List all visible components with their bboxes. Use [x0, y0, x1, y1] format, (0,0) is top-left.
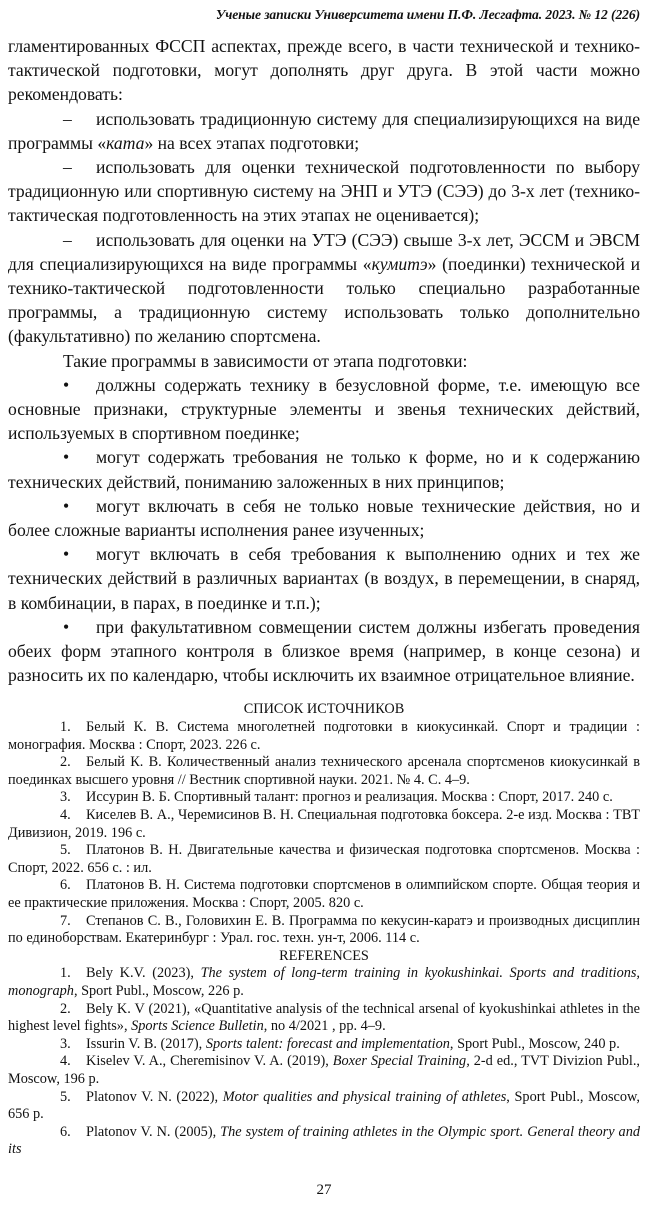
- dash-list-item: [8, 155, 640, 228]
- bullet-icon: •: [63, 374, 70, 395]
- item-text: » на всех этапах подготовки;: [144, 132, 360, 153]
- item-italic-term: кумитэ: [371, 253, 428, 274]
- item-text: » (поединки) технической и технико-тактической подготовленности только специально разработанные программы, а традиционную систему использовать только дополнительно (факультативно) по желанию спортсмена.: [8, 253, 640, 347]
- bullet-list-item: [8, 542, 640, 615]
- source-number: 1.: [60, 719, 71, 736]
- source-item: [8, 913, 640, 948]
- reference-text: Bely K.V. (2023),: [86, 965, 201, 982]
- bullet-icon: •: [63, 616, 70, 637]
- bullet-list-item: [8, 615, 640, 688]
- reference-text: Platonov V. N. (2022),: [86, 1088, 223, 1105]
- dash-list-item: [8, 228, 640, 349]
- reference-text: , Sport Publ., Moscow, 226 p.: [73, 982, 244, 999]
- reference-title-italic: Boxer Special Training,: [332, 1053, 470, 1070]
- source-item: [8, 877, 640, 912]
- reference-text: 2-d ed., TVT Divizion Publ., Moscow, 196 p.: [8, 1053, 640, 1087]
- source-text: Белый К. В. Количественный анализ технического арсенала спортсменов киокусинкай в поединках высшего уровня // Вестник спортивной науки. 2021. № 4. С. 4–9.: [8, 754, 640, 788]
- sources-title: СПИСОК ИСТОЧНИКОВ: [243, 701, 405, 718]
- reference-text: Platonov V. N. (2005),: [86, 1123, 221, 1140]
- reference-item: [8, 1001, 640, 1036]
- reference-number: 5.: [60, 1088, 71, 1105]
- reference-text: Issurin V. B. (2017),: [86, 1035, 206, 1052]
- dash-marker: –: [63, 229, 72, 250]
- reference-number: 6.: [60, 1123, 71, 1140]
- source-item: [8, 842, 640, 877]
- item-italic-term: ката: [106, 132, 145, 153]
- reference-title-italic: The system of training athletes in the Olympic sport. General theory and its: [8, 1123, 640, 1158]
- item-text: могут включать в себя не только новые технические действия, но и более сложные варианты исполнения ранее изученных;: [8, 495, 640, 541]
- dash-list-item: [8, 107, 640, 155]
- source-text: Степанов С. В., Головихин Е. В. Программа по кекусин-каратэ и производных дисциплин по единоборствам. Екатеринбург : Урал. гос. техн. ун-т, 2006. 114 с.: [8, 912, 640, 947]
- source-text: Иссурин В. Б. Спортивный талант: прогноз и реализация. Москва : Спорт, 2017. 240 с.: [86, 789, 613, 806]
- source-text: Белый К. В. Система многолетней подготовки в киокусинкай. Спорт и традиции : монография. Москва : Спорт, 2023. 226 с.: [8, 719, 640, 753]
- source-item: [8, 807, 640, 842]
- reference-number: 4.: [60, 1053, 71, 1070]
- source-item: [8, 719, 640, 754]
- source-text: Платонов В. Н. Двигательные качества и физическая подготовка спортсменов. Москва : Спорт, 2022. 656 с. : ил.: [8, 842, 640, 876]
- reference-title-italic: The system of long-term training in kyokushinkai. Sports and traditions, monograph: [8, 965, 640, 999]
- intro-paragraph: гламентированных ФССП аспектах, прежде всего, в части технической и технико-тактической подготовки, могут дополнять друг друга. В этой части можно рекомендовать:: [8, 36, 640, 105]
- bullet-list-item: [8, 445, 640, 493]
- reference-title-italic: Motor qualities and physical training of athletes: [222, 1088, 507, 1105]
- references-title: REFERENCES: [279, 947, 369, 964]
- source-item: [8, 789, 640, 807]
- reference-text: , Sport Publ., Moscow, 656 p.: [8, 1088, 640, 1123]
- reference-number: 3.: [60, 1035, 71, 1052]
- source-number: 7.: [60, 912, 71, 929]
- reference-item: [8, 1124, 640, 1159]
- reference-number: 1.: [60, 965, 71, 982]
- bullet-icon: •: [63, 544, 70, 565]
- reference-item: [8, 1089, 640, 1124]
- programs-lead-paragraph: Такие программы в зависимости от этапа подготовки:: [63, 350, 468, 371]
- reference-title-italic: Sports talent: forecast and implementation: [205, 1035, 450, 1052]
- bullet-icon: •: [63, 495, 70, 516]
- source-number: 4.: [60, 807, 71, 824]
- dash-marker: –: [63, 108, 72, 129]
- bullet-list-item: [8, 373, 640, 446]
- reference-number: 2.: [60, 1000, 71, 1017]
- source-number: 5.: [60, 842, 71, 859]
- reference-text: Kiselev V. A., Cheremisinov V. A. (2019),: [86, 1053, 333, 1070]
- item-text: могут содержать требования не только к форме, но и к содержанию технических действий, пониманию заложенных в них принципов;: [8, 447, 640, 492]
- source-item: [8, 754, 640, 789]
- item-text: использовать для оценки на УТЭ (СЭЭ) свыше 3-х лет, ЭССМ и ЭВСМ для специализирующихся на виде программы «: [8, 229, 640, 274]
- source-number: 2.: [60, 754, 71, 771]
- bullet-icon: •: [63, 447, 70, 468]
- item-text: использовать традиционную систему для специализирующихся на виде программы «: [8, 108, 640, 153]
- source-number: 3.: [60, 789, 71, 806]
- reference-item: [8, 965, 640, 1000]
- article-body: [8, 34, 640, 687]
- journal-header: Ученые записки Университета имени П.Ф. Лесгафта. 2023. № 12 (226): [215, 7, 640, 22]
- reference-item: [8, 1053, 640, 1088]
- source-text: Киселев В. А., Черемисинов В. Н. Специальная подготовка боксера. 2-е изд. Москва : ТВТ Дивизион, 2019. 196 с.: [8, 807, 640, 841]
- item-text: при факультативном совмещении систем должны избегать проведения обеих форм этапного контроля в близкое время (например, в конце сезона) и разносить их по календарю, чтобы исключить их взаимное отрицательное влияние.: [8, 616, 640, 686]
- page-number: 27: [316, 1181, 332, 1198]
- source-text: Платонов В. Н. Система подготовки спортсменов в олимпийском спорте. Общая теория и ее практические приложения. Москва : Спорт, 2005. 820 с.: [8, 877, 640, 912]
- dash-marker: –: [63, 157, 72, 178]
- reference-text: Bely K. V (2021), «Quantitative analysis of the technical arsenal of kyokushinkai athletes in the highest level fights»,: [8, 1000, 640, 1035]
- item-text: могут включать в себя требования к выполнению одних и тех же технических действий в различных вариантах (в воздух, в перемещении, в снаряд, в комбинации, в парах, в поединке и т.п.);: [8, 544, 640, 613]
- reference-title-italic: Sports Science Bulletin: [131, 1018, 264, 1035]
- source-number: 6.: [60, 877, 71, 894]
- reference-text: , no 4/2021 , pp. 4–9.: [263, 1018, 386, 1035]
- item-text: использовать для оценки технической подготовленности по выбору традиционную или спортивную систему на ЭНП и УТЭ (СЭЭ) до 3-х лет (технико-тактическая подготовленность на этих этапах не оценивается);: [8, 157, 640, 226]
- bullet-list-item: [8, 494, 640, 542]
- item-text: должны содержать технику в безусловной форме, т.е. имеющую все основные признаки, структурные элементы и звенья технических действий, используемых в спортивном поединке;: [8, 374, 640, 444]
- reference-text: , Sport Publ., Moscow, 240 p.: [449, 1035, 620, 1052]
- bibliography: [8, 701, 640, 1158]
- reference-item: [8, 1036, 640, 1054]
